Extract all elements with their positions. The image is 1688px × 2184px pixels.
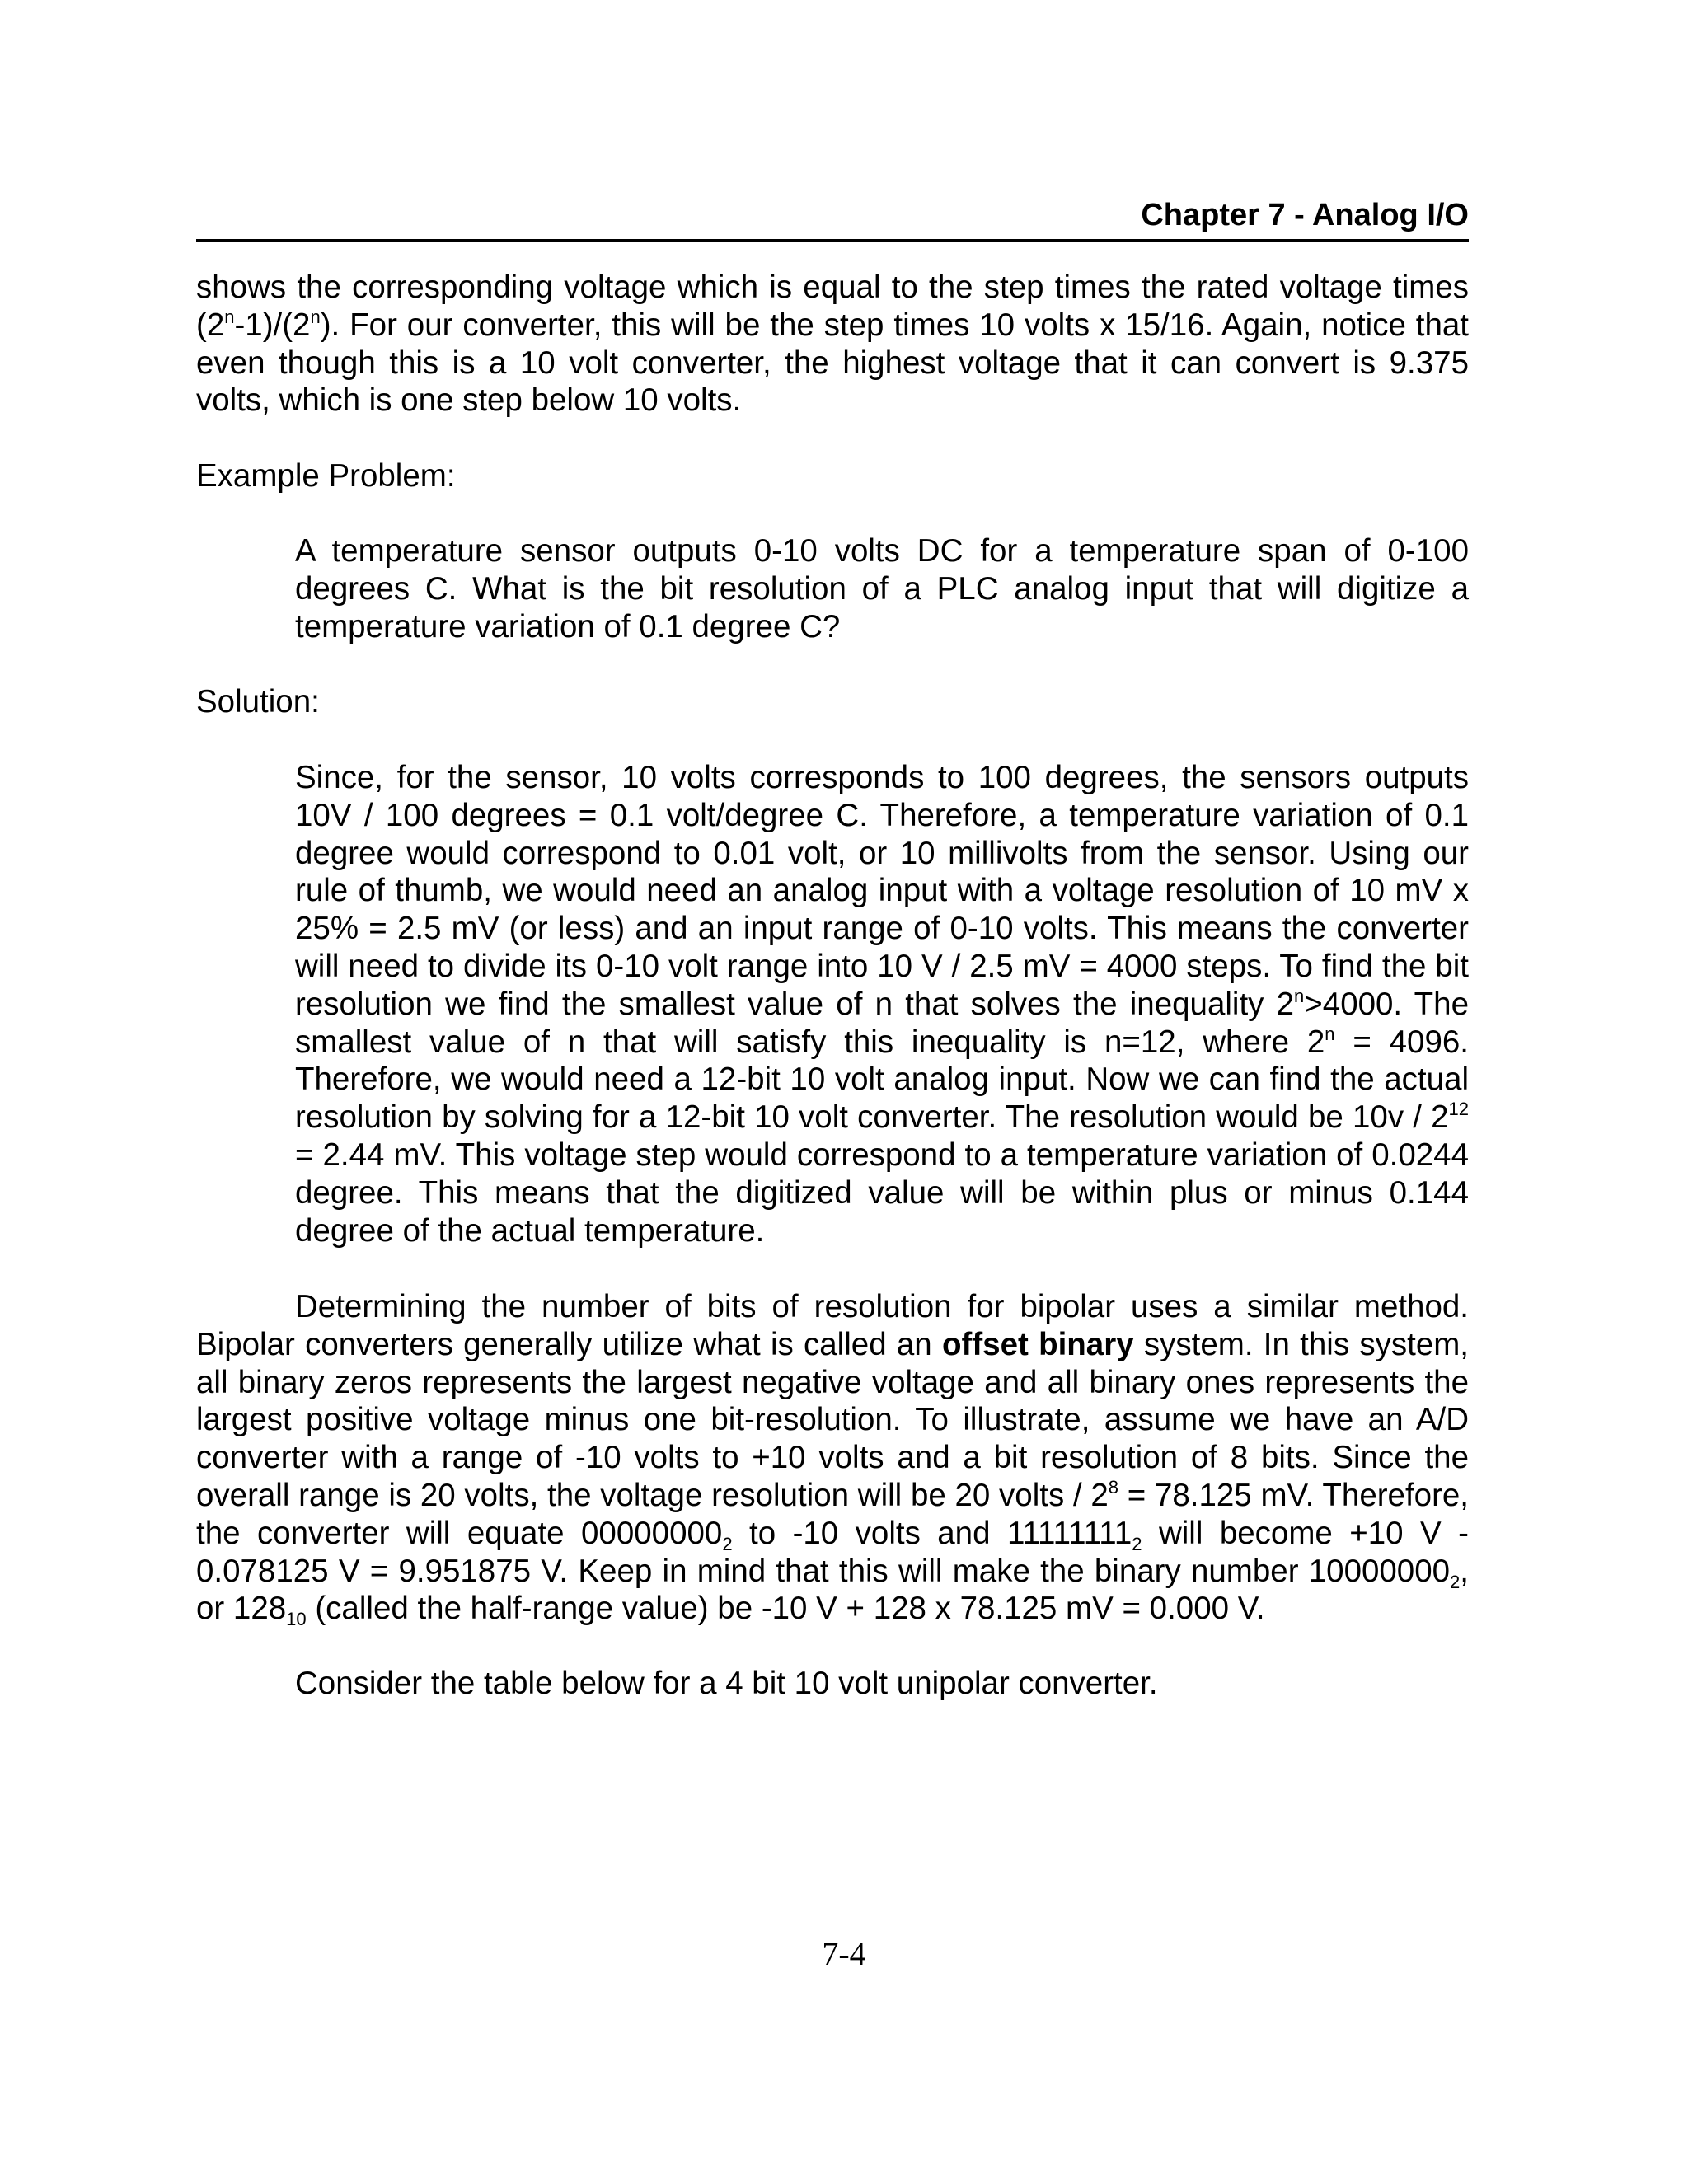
- bipolar-text-1: Determining the number of bits of resolution for bipolar uses a similar method. Bipolar converters generally utilize what is called an: [196, 1289, 1469, 1362]
- offset-binary-term: offset binary: [942, 1326, 1134, 1362]
- chapter-header: Chapter 7 - Analog I/O: [1141, 198, 1469, 232]
- solution-text-1: Since, for the sensor, 10 volts corresponds to 100 degrees, the sensors outputs 10V / 100 degrees = 0.1 volt/degree C. Therefore, a temperature variation of 0.1 degree would correspond to 0.01 volt, or 10 millivolts from the sensor. Using our rule of thumb, we would need an analog input with a voltage resolution of 10 mV x 25% = 2.5 mV (or less) and an input range of 0-10 volts. This means the converter will need to divide its 0-10 volt range into 10 V / 2.5 mV = 4000 steps. To find the bit resolution we find the smallest value of n that solves the inequality 2: [295, 760, 1469, 1022]
- example-problem: A temperature sensor outputs 0-10 volts DC for a temperature span of 0-100 degrees C. What is the bit resolution of a PLC analog input that will digitize a temperature variation of 0.1 degree C?: [295, 533, 1469, 644]
- page-number: 7-4: [822, 1935, 866, 1972]
- intro-text-2: -1)/(2: [234, 307, 311, 343]
- solution-text-4: = 2.44 mV. This voltage step would correspond to a temperature variation of 0.0244 degree. This means that the digitized value will be within plus or minus 0.144 degree of the actual temperature.: [295, 1137, 1469, 1249]
- bipolar-subscript-2: 2: [1132, 1533, 1142, 1554]
- solution-text-2: >4000. The smallest value of n that will satisfy this inequality is n=12, where 2: [295, 986, 1469, 1060]
- bipolar-subscript-1: 2: [722, 1533, 733, 1554]
- solution-label: Solution:: [196, 684, 320, 719]
- solution-text-3: = 4096. Therefore, we would need a 12-bit 10 volt analog input. Now we can find the actual resolution by solving for a 12-bit 10 volt converter. The resolution would be 10v / 2: [295, 1024, 1469, 1136]
- solution-superscript-3: 12: [1448, 1099, 1469, 1120]
- solution-superscript-2: n: [1325, 1023, 1335, 1044]
- bipolar-paragraph: [196, 1288, 1469, 1628]
- intro-text-3: ). For our converter, this will be the step times 10 volts x 15/16. Again, notice that even though this is a 10 volt converter, the highest voltage that it can convert is 9.375 volts, which is one step below 10 volts.: [196, 307, 1469, 419]
- intro-paragraph: [196, 269, 1469, 419]
- intro-superscript-2: n: [310, 306, 321, 327]
- bipolar-text-5: will become +10 V - 0.078125 V = 9.951875 V. Keep in mind that this will make the binary number 10000000: [196, 1515, 1469, 1589]
- bipolar-text-6: , or 128: [196, 1553, 1469, 1627]
- closing-paragraph: Consider the table below for a 4 bit 10 volt unipolar converter.: [295, 1666, 1158, 1701]
- example-label: Example Problem:: [196, 458, 456, 494]
- intro-superscript-1: n: [224, 306, 235, 327]
- header-rule: [196, 239, 1469, 242]
- bipolar-text-3: = 78.125 mV. Therefore, the converter will equate 00000000: [196, 1477, 1469, 1551]
- bipolar-text-2: system. In this system, all binary zeros represents the largest negative voltage and all binary ones represents the largest positive voltage minus one bit-resolution. To illustrate, assume we have an A/D converter with a range of -10 volts to +10 volts and a bit resolution of 8 bits. Since the overall range is 20 volts, the voltage resolution will be 20 volts / 2: [196, 1326, 1469, 1513]
- bipolar-superscript: 8: [1108, 1476, 1119, 1497]
- bipolar-text-7: (called the half-range value) be -10 V + 128 x 78.125 mV = 0.000 V.: [306, 1591, 1265, 1627]
- solution-superscript-1: n: [1294, 985, 1305, 1006]
- bipolar-subscript-3: 2: [1450, 1571, 1461, 1592]
- bipolar-text-4: to -10 volts and 11111111: [732, 1515, 1132, 1551]
- bipolar-subscript-4: 10: [286, 1609, 307, 1630]
- intro-text-1: shows the corresponding voltage which is equal to the step times the rated voltage times (2: [196, 269, 1469, 343]
- solution-paragraph: [295, 759, 1469, 1249]
